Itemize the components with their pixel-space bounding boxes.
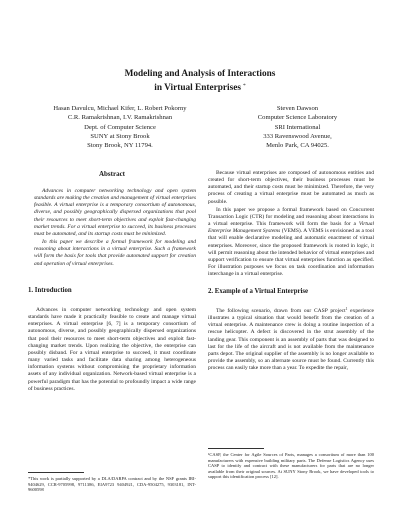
- vems-term: Virtual Enterprise Management Systems: [208, 221, 374, 235]
- abstract-body: [28, 188, 196, 268]
- footnote-casp: ¹CASP, the Center for Agile Sources of Parts, manages a consortium of more than 100 manufacturers with expensive building military parts. The Defense Logistics Agency uses CASP to identify and contract with these manufacturers for parts that are no longer available from their original sources. At SUNY Stony Brook, we have developed tools to support this identification process [12].: [208, 452, 374, 480]
- example-part-b: experience illustrates a typical situation that would benefit from the creation of a virtual enterprise. A maintenance crew is doing a routine inspection of a rescue helicopter. A defect is discovered in the strut assembly of the landing gear. This component is an assembly of parts that was designed to last for the life of the aircraft and is not available from the maintenance parts depot. The original supplier of the assembly is no longer available to provide the assembly, so an alternate source must be found. Currently this process can easily take more than a year. To expedite the repair,: [208, 308, 374, 372]
- paper-title: [60, 68, 340, 94]
- author-address: Stony Brook, NY 11794.: [87, 142, 153, 150]
- section-heading-example: 2. Example of a Virtual Enterprise: [208, 288, 309, 295]
- example-part-a: The following scenario, drawn from our CASP project: [216, 308, 346, 314]
- title-line-2-text: in Virtual Enterprises: [154, 83, 242, 93]
- introduction-body: [28, 307, 196, 393]
- title-line-2: [60, 80, 340, 94]
- right-column-intro-continued: [208, 170, 374, 278]
- footnote-rule-left: [28, 472, 84, 473]
- authors-right: [225, 104, 370, 150]
- intro-paragraph-3: [208, 207, 374, 279]
- footnote-ref-1: 1: [345, 307, 348, 311]
- abstract-paragraph-2: In this paper we describe a formal framework for modeling and reasoning about interactions in a virtual enterprise. Such a framework will form the basis for tools that provide automated support for creation and operation of virtual enterprises.: [34, 239, 196, 267]
- author-street: 333 Ravenswood Avenue,: [263, 132, 332, 140]
- author-name-right: Steven Dawson: [276, 105, 319, 112]
- example-body: [208, 306, 374, 372]
- example-paragraph-1: [208, 306, 374, 372]
- p3-part-a: In this paper we propose a formal framework based on Concurrent Transaction Logic (: [208, 206, 374, 220]
- intro-paragraph-2: Because virtual enterprises are composed of autonomous entities and created for short-term objectives, their business processes must be automated, and their startup costs must be minimized. Therefore, the very process of creating a virtual enterprise must be automated as much as possible.: [208, 170, 374, 205]
- footnote-rule-right: [208, 448, 264, 449]
- p3-part-c: (VEMS). A VEMS is envisioned as a tool that will enable declarative modeling and automatic enactment of virtual enterprises. Moreover, since the proposed framework is rooted in logic, it will permit reasoning about the intended behavior of virtual enterprises and support verification to ensure that virtual enterprises function as specified. For illustration purposes we focus on task coordination and information interchange in a virtual enterprise.: [208, 228, 374, 278]
- abstract-heading: Abstract: [98, 170, 126, 178]
- abstract-paragraph-1: Advances in computer networking technology and open system standards are making the creation and management of virtual enterprises feasible. A virtual enterprise is a temporary consortium of autonomous, diverse, and possibly geographically dispersed organizations that pool their resources to meet short-term objectives and exploit fast-changing market trends. For a virtual enterprise to succeed, its business processes must be automated, and its startup costs must be minimized.: [34, 188, 196, 237]
- author-names-1: Hasan Davulcu, Michael Kifer, L. Robert Pokorny: [53, 105, 187, 112]
- p3-part-b: ) for modeling and reasoning about interactions in a virtual enterprise. This framework will form the basis for a: [208, 213, 374, 228]
- author-city: Menlo Park, CA 94025.: [266, 142, 329, 150]
- ctr-term: CTR: [251, 213, 263, 220]
- author-org: SRI International: [274, 123, 321, 131]
- introduction-paragraph-1: Advances in computer networking technology and open system standards have made it practically feasible to create and manage virtual enterprises. A virtual enterprise [6, 7] is a temporary consortium of autonomous, diverse, and possibly geographically dispersed organizations that pool their resources to meet short-term objectives and exploit fast-changing market trends. Upon realizing the objective, the enterprise can possibly disband. For a virtual enterprise to succeed, it must coordinate many varied tasks and facilitate data sharing among heterogeneous information systems without compromising the proprietary information assets of any individual organization. Network-based virtual enterprise is a powerful paradigm that has the potential to profoundly impact a wide range of business practices.: [28, 307, 196, 392]
- authors-left: [40, 104, 200, 150]
- title-footnote-marker: *: [243, 83, 246, 89]
- author-dept: Dept. of Computer Science: [84, 123, 156, 131]
- author-names-2: C.R. Ramakrishnan, I.V. Ramakrishnan: [67, 114, 173, 122]
- title-line-1: Modeling and Analysis of Interactions: [124, 69, 276, 79]
- footnote-funding: *This work is partially supported by a DLA/DARPA contract and by the NSF grants IRI-9404629, CCR-9705998, 9711386, EIA9723 9404921, CDA-9504275, 9303181, INT-9600598: [28, 476, 196, 493]
- author-institution: SUNY at Stony Brook: [90, 132, 150, 140]
- author-lab: Computer Science Laboratory: [257, 114, 338, 122]
- left-column: [28, 170, 196, 392]
- section-heading-introduction: 1. Introduction: [28, 287, 72, 294]
